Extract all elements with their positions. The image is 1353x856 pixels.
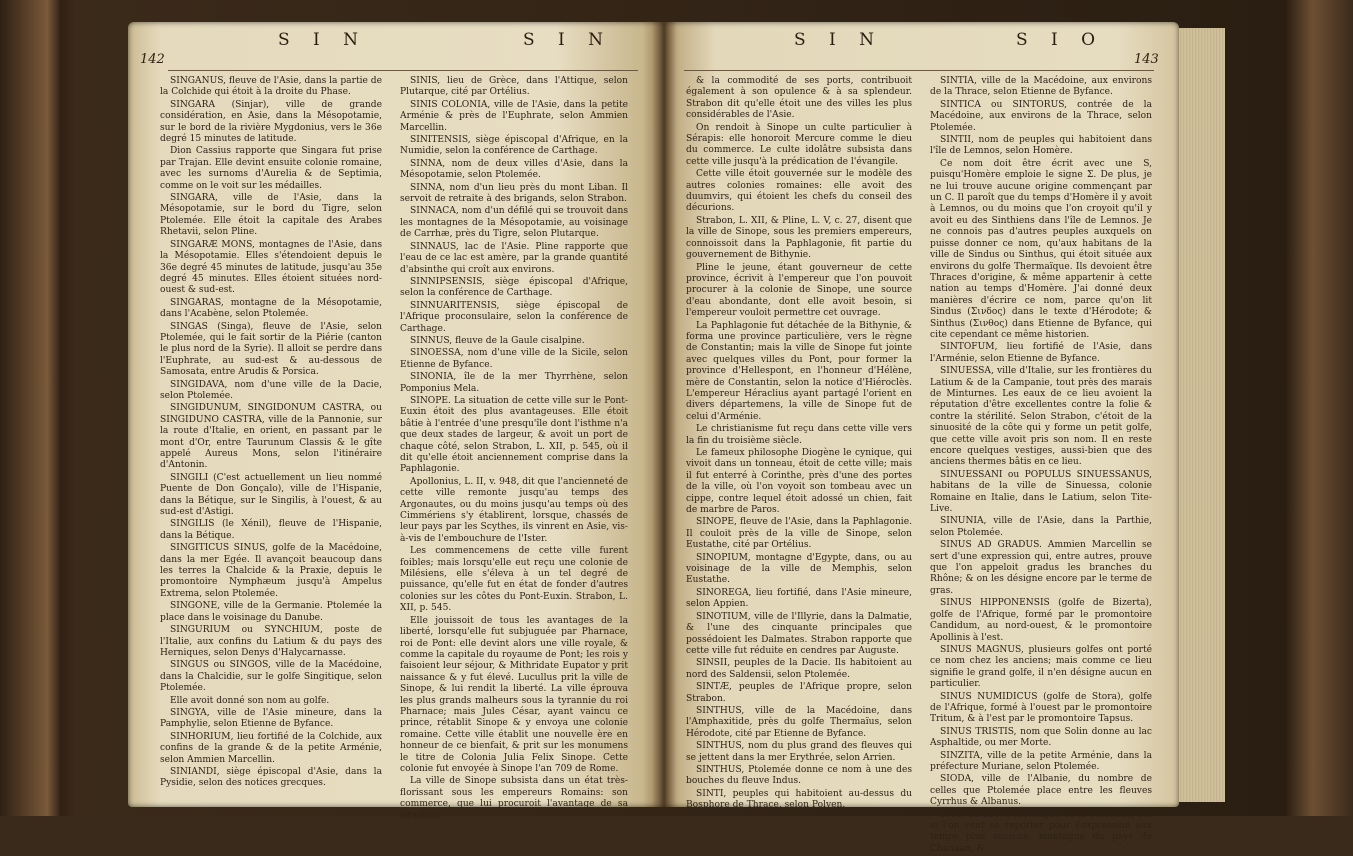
entry-paragraph: SINOPE. La situation de cette ville sur le Pont-Euxin étoit des plus avantageuses. Elle étoit bâtie à l'entrée d'une presqu'île dont l'isthme n'a que deux stades de largeur, & avoit un port de chaque côté, selon Strabon, L. XII, p. 545, où il dit qu'elle étoit anciennement comprise dans la Paphlagonie. xyxy=(400,395,628,475)
page-edges xyxy=(1179,28,1225,802)
entry-paragraph: SINTOFUM, lieu fortifié de l'Asie, dans l'Arménie, selon Etienne de Byfance. xyxy=(930,342,1152,364)
entry-paragraph: SINGONE, ville de la Germanie. Ptolemée la place dans le voisinage du Danube. xyxy=(160,601,382,623)
entry-paragraph: SINNACA, nom d'un défilé qui se trouvoit dans les montagnes de la Mésopotamie, au voisinage de Carrhæ, près du Tigre, selon Plutarque. xyxy=(400,206,628,240)
entry-paragraph: SINGILI (C'est actuellement un lieu nommé Puente de Don Gonçalo), ville de l'Hispanie, dans la Bétique, sur le Singilis, à l'ouest, & au sud-est d'Astigi. xyxy=(160,472,382,518)
entry-paragraph: & la commodité de ses ports, contribuoit également à son opulence & à sa splendeur. Strabon dit qu'elle étoit une des villes les plus considérables de l'Asie. xyxy=(686,76,912,121)
left-page-column-1 xyxy=(160,76,382,791)
entry-paragraph: SINGITICUS SINUS, golfe de la Macédoine, dans la mer Egée. Il avançoit beaucoup dans les terres la Chalcide & la Praxie, depuis le promontoire Nymphæum jusqu'à Ampelus Extrema, selon Ptolemée. xyxy=(160,543,382,599)
entry-paragraph: Dion Cassius rapporte que Singara fut prise par Trajan. Elle devint ensuite colonie romaine, avec les surnoms d'Aurelia & de Septimia, comme on le voit sur les médailles. xyxy=(160,146,382,191)
entry-paragraph: SINUS NUMIDICUS (golfe de Stora), golfe de l'Afrique, formé à l'ouest par le promontoire Tritum, & à l'est par le promontoire Tapsus. xyxy=(930,691,1152,725)
entry-paragraph: SINOPIUM, montagne d'Egypte, dans, ou au voisinage de la ville de Memphis, selon Eustathe. xyxy=(686,552,912,586)
entry-paragraph: SINGUS ou SINGOS, ville de la Macédoine, dans la Chalcidie, sur le golfe Singitique, selon Ptolemée. xyxy=(160,660,382,694)
entry-paragraph: SINIANDI, siège épiscopal d'Asie, dans la Pysidie, selon des notices grecques. xyxy=(160,766,382,789)
running-head-left-col2: S I N xyxy=(523,30,613,50)
entry-paragraph: SINTICA ou SINTORUS, contrée de la Macédoine, aux environs de la Thrace, selon Ptolemée. xyxy=(930,99,1152,133)
entry-paragraph: SINNAUS, lac de l'Asie. Pline rapporte que l'eau de ce lac est amère, par la grande quantité d'absinthe qui croît aux environs. xyxy=(400,241,628,275)
entry-paragraph: SINONIA, île de la mer Thyrrhène, selon Pomponius Mela. xyxy=(400,372,628,394)
entry-paragraph: SINUS MAGNUS, plusieurs golfes ont porté ce nom chez les anciens; mais comme ce lieu signifie le grand golfe, il n'en désigne aucun en particulier. xyxy=(930,644,1152,690)
entry-paragraph: SINOESSA, nom d'une ville de la Sicile, selon Etienne de Byfance. xyxy=(400,348,628,370)
entry-paragraph: Elle avoit donné son nom au golfe. xyxy=(170,695,330,706)
entry-paragraph: SINNUS, fleuve de la Gaule cisalpine. xyxy=(410,335,585,346)
entry-paragraph: SINNIPSENSIS, siège épiscopal d'Afrique, selon la conférence de Carthage. xyxy=(400,276,628,299)
entry-paragraph: SINUS TRISTIS, nom que Solin donne au lac Asphaltide, ou mer Morte. xyxy=(930,726,1152,749)
entry-paragraph: SINOTIUM, ville de l'Illyrie, dans la Dalmatie, & l'une des cinquante principales que possédoient les Dalmates. Strabon rapporte que cette ville fut réduite en cendres par Auguste. xyxy=(686,611,912,656)
left-page-column-2 xyxy=(400,76,628,823)
entry-paragraph: SINTÆ, peuples de l'Afrique propre, selon Strabon. xyxy=(686,682,912,704)
entry-paragraph: SINITENSIS, siège épiscopal d'Afrique, en la Numidie, selon la conférence de Carthage. xyxy=(400,135,628,157)
entry-paragraph: Pline le jeune, étant gouverneur de cette province, écrivit à l'empereur que l'on pouvoit procurer à la colonie de Sinope, une source d'eau abondante, dont elle avoit besoin, si l'empereur vouloit permettre cet ouvrage. xyxy=(686,262,912,319)
entry-paragraph: SINTIA, ville de la Macédoine, aux environs de la Thrace, selon Etienne de Byfance. xyxy=(930,76,1152,98)
header-rule xyxy=(168,70,638,71)
entry-paragraph: SINGARA, ville de l'Asie, dans la Mésopotamie, sur le bord du Tigre, selon Ptolemée. Elle étoit la capitale des Arabes Rhetavii, selon Pline. xyxy=(160,193,382,238)
entry-paragraph: SINUS AD GRADUS. Ammien Marcellin se sert d'une expression qui, entre autres, prouve que l'on appeloit gradus les branches du Rhône; & on les désigne encore par le terme de gras. xyxy=(930,540,1152,596)
entry-paragraph: SINUS HIPPONENSIS (golfe de Bizerta), golfe de l'Afrique, formé par le promontoire Candidum, au nord-ouest, & le promontoire Apollinis à l'est. xyxy=(930,598,1152,643)
entry-paragraph: SINGAS (Singa), fleuve de l'Asie, selon Ptolemée, qui le fait sortir de la Piérie (canton le plus nord de la Syrie). Il alloit se perdre dans l'Euphrate, au sud-est & au-dessous de Samosata, entre Arudis & Porsica. xyxy=(160,321,382,378)
entry-paragraph: Elle jouissoit de tous les avantages de la liberté, lorsqu'elle fut subjuguée par Pharnace, roi de Pont: elle devint alors une ville royale, & comme la capitale du royaume de Pont; les rois y faisoient leur séjour, & Mithridate Eupator y prit naissance & y fut élevé. Lucullus prit la ville de Sinope, & lui rendit la liberté. La ville éprouva les plus grands malheurs sous la tyrannie du roi Pharnace; mais Jules César, ayant vaincu ce prince, rétablit Sinope & y envoya une colonie romaine. Cette ville établit une nouvelle ère en honneur de ce bienfait, & prit sur les monumens le titre de Colonia Julia Felix Sinope. Cette colonie fut envoyée à Sinope l'an 709 de Rome. xyxy=(400,615,628,774)
entry-paragraph: SINNA, nom de deux villes d'Asie, dans la Mésopotamie, selon Ptolemée. xyxy=(400,158,628,181)
entry-paragraph: SINGIDUNUM, SINGIDONUM CASTRA, ou SINGIDUNO CASTRA, ville de la Pannonie, sur la route d'Italie, en orient, en passant par le mont d'Or, entre Taurunum Classis & le gîte appelé Aureus Mons, selon l'itinéraire d'Antonin. xyxy=(160,403,382,471)
entry-paragraph: SINTHUS, nom du plus grand des fleuves qui se jettent dans la mer Erythrée, selon Arrien. xyxy=(686,741,912,763)
entry-paragraph: SINTII, nom de peuples qui habitoient dans l'île de Lemnos, selon Homère. xyxy=(930,135,1152,157)
entry-paragraph: SINUESSA, ville d'Italie, sur les frontières du Latium & de la Campanie, tout près des marais de Minturnes. Les eaux de ce lieu avoient la réputation d'être excellentes contre la folie & contre la stérilité. Selon Strabon, c'étoit de la sinuosité de la côte qui y forme un petit golfe, que cette ville avoit pris son nom. Il en reste encore quelques vestiges, aussi-bien que des anciens thermes bâtis en ce lieu. xyxy=(930,366,1152,468)
entry-paragraph: SINIS, lieu de Grèce, dans l'Attique, selon Plutarque, cité par Ortélius. xyxy=(400,76,628,98)
entry-paragraph: SINGURIUM ou SYNCHIUM, poste de l'Italie, aux confins du Latium & du pays des Herniques, selon Denys d'Halycarnasse. xyxy=(160,625,382,658)
entry-paragraph: SINUESSANI ou POPULUS SINUESSANUS, habitans de la ville de Sinuessa, colonie Romaine en Italie, dans le Latium, selon Tite-Live. xyxy=(930,469,1152,515)
entry-paragraph: SION ou ZION, montagne de la Palestine, ou, si l'on veut se reporter pour l'expression aux temps plus anciens, montagne du pays de Chanaan, & xyxy=(930,809,1152,854)
right-page-column-2 xyxy=(930,76,1152,856)
entry-paragraph: SINSII, peuples de la Dacie. Ils habitoient au nord des Saldensii, selon Ptolemée. xyxy=(686,658,912,680)
entry-paragraph: SINTI, peuples qui habitoient au-dessus du Bosphore de Thrace, selon Polyen. xyxy=(686,788,912,811)
entry-paragraph: SINGARAS, montagne de la Mésopotamie, dans l'Acabène, selon Ptolemée. xyxy=(160,297,382,320)
entry-paragraph: SINOREGA, lieu fortifié, dans l'Asie mineure, selon Appien. xyxy=(686,587,912,610)
entry-paragraph: SINZITA, ville de la petite Arménie, dans la préfecture Muriane, selon Ptolemée. xyxy=(930,750,1152,772)
entry-paragraph: Le christianisme fut reçu dans cette ville vers la fin du troisième siècle. xyxy=(686,424,912,446)
entry-paragraph: SINTHUS, ville de la Macédoine, dans l'Amphaxitide, près du golfe Thermaïus, selon Hérodote, cité par Etienne de Byfance. xyxy=(686,705,912,739)
entry-paragraph: On rendoit à Sinope un culte particulier à Sérapis: elle honoroit Mercure comme le dieu du commerce. Le culte idolâtre subsista dans cette ville jusqu'à la prédication de l'évangile. xyxy=(686,122,912,167)
entry-paragraph: Le fameux philosophe Diogène le cynique, qui vivoit dans un tonneau, étoit de cette ville; mais il fut enterré à Corinthe, près d'une des portes de la ville, où l'on voyoit son tombeau avec un cippe, contre lequel étoit adossé un chien, fait de marbre de Paros. xyxy=(686,448,912,516)
entry-paragraph: SINGIDAVA, nom d'une ville de la Dacie, selon Ptolemée. xyxy=(160,379,382,401)
entry-paragraph: SINOPE, fleuve de l'Asie, dans la Paphlagonie. Il couloit près de la ville de Sinope, selon Eustathe, cité par Ortélius. xyxy=(686,517,912,551)
entry-paragraph: SINGANUS, fleuve de l'Asie, dans la partie de la Colchide qui étoit à la droite du Phase. xyxy=(160,76,382,98)
running-head-right-col2: S I O xyxy=(1016,30,1105,50)
entry-paragraph: SIODA, ville de l'Albanie, du nombre de celles que Ptolemée place entre les fleuves Cyrrhus & Albanus. xyxy=(930,774,1152,808)
running-head-left-col1: S I N xyxy=(278,30,368,50)
entry-paragraph: Strabon, L. XII, & Pline, L. V, c. 27, disent que la ville de Sinope, sous les premiers empereurs, connoissoit dans la Paphlagonie, fit partie du gouvernement de Bithynie. xyxy=(686,215,912,261)
entry-paragraph: SINNUARITENSIS, siège épiscopal de l'Afrique proconsulaire, selon la conférence de Carthage. xyxy=(400,300,628,334)
entry-paragraph: SINUNIA, ville de l'Asie, dans la Parthie, selon Ptolemée. xyxy=(930,516,1152,538)
right-page xyxy=(664,22,1179,854)
entry-paragraph: SINGARÆ MONS, montagnes de l'Asie, dans la Mésopotamie. Elles s'étendoient depuis le 36e degré 45 minutes de latitude, jusqu'au 35e degré 45 minutes. Elles étoient situées nord-ouest & sud-est. xyxy=(160,239,382,296)
left-page xyxy=(128,22,664,821)
entry-paragraph: La Paphlagonie fut détachée de la Bithynie, & forma une province particulière, vers le règne de Constantin; mais la ville de Sinope fut jointe avec quelques villes du Pont, pour former la province d'Hellespont, en l'honneur d'Hélène, mère de Constantin, selon la notice d'Hiéroclès. L'empereur Héraclius ayant partagé l'orient en divers départemens, la ville de Sinope fut de celui d'Arménie. xyxy=(686,320,912,422)
running-head-right-col1: S I N xyxy=(794,30,884,50)
entry-paragraph: SINTHUS, Ptolemée donne ce nom à une des bouches du fleuve Indus. xyxy=(686,764,912,787)
entry-paragraph: SINGILIS (le Xénil), fleuve de l'Hispanie, dans la Bétique. xyxy=(160,519,382,541)
entry-paragraph: SINGARA (Sinjar), ville de grande considération, en Asie, dans la Mésopotamie, sur le bord de la rivière Mygdonius, vers le 36e degré 15 minutes de latitude. xyxy=(160,99,382,145)
entry-paragraph: Cette ville étoit gouvernée sur le modèle des autres colonies romaines: elle avoit des duumvirs, qui étoient les chefs du conseil des décurions. xyxy=(686,169,912,214)
entry-paragraph: SINGYA, ville de l'Asie mineure, dans la Pamphylie, selon Etienne de Byfance. xyxy=(160,707,382,730)
header-rule xyxy=(684,70,1154,71)
entry-paragraph: SINIS COLONIA, ville de l'Asie, dans la petite Arménie & près de l'Euphrate, selon Ammien Marcellin. xyxy=(400,99,628,133)
entry-paragraph: SINHORIUM, lieu fortifié de la Colchide, aux confins de la grande & de la petite Arménie, selon Ammien Marcellin. xyxy=(160,731,382,765)
entry-paragraph: Ce nom doit être écrit avec une S, puisqu'Homère emploie le signe Σ. De plus, je ne lui trouve aucune origine commençant par un C. Il paroît que du temps d'Homère il y avoit à Lemnos, ou du moins que l'on croyoit qu'il y avoit eu des Sinthiens dans l'île de Lemnos. Je ne connois pas d'autres peuples auxquels on puisse donner ce nom, qu'aux habitans de la ville de Sindus ou Sinthus, qui étoit située aux environs du golfe Thermaïque. Ils devoient être Thraces d'origine, & même appartenir à cette nation au temps d'Homère. J'ai donné deux manières d'écrire ce nom, parce qu'on lit Sindus (Σινδος) dans le texte d'Hérodote; & Sinthus (Σινθος) dans Etienne de Byfance, qui cite cependant ce même historien. xyxy=(930,158,1152,340)
page-number-left: 142 xyxy=(140,52,165,67)
entry-paragraph: Apollonius, L. II, v. 948, dit que l'ancienneté de cette ville remonte jusqu'au temps des Argonautes, ou du moins jusqu'au temps où des Cimmériens s'y établirent, lorsque, chassés de leur pays par les Scythes, ils vinrent en Asie, vis-à-vis de l'embouchure de l'Ister. xyxy=(400,476,628,544)
entry-paragraph: Les commencemens de cette ville furent foibles; mais lorsqu'elle eut reçu une colonie de Milésiens, elle s'éleva à un tel degré de puissance, qu'elle fut en état de fonder d'autres colonies sur les côtes du Pont-Euxin. Strabon, L. XII, p. 545. xyxy=(400,546,628,614)
book-gutter xyxy=(652,22,676,807)
page-number-right: 143 xyxy=(1134,52,1159,67)
entry-paragraph: SINNA, nom d'un lieu près du mont Liban. Il servoit de retraite à des brigands, selon Strabon. xyxy=(400,182,628,205)
entry-paragraph: La ville de Sinope subsista dans un état très-florissant sous les empereurs Romains: son commerce, que lui procuroit l'avantage de sa situation xyxy=(400,776,628,821)
right-page-column-1 xyxy=(686,76,912,813)
